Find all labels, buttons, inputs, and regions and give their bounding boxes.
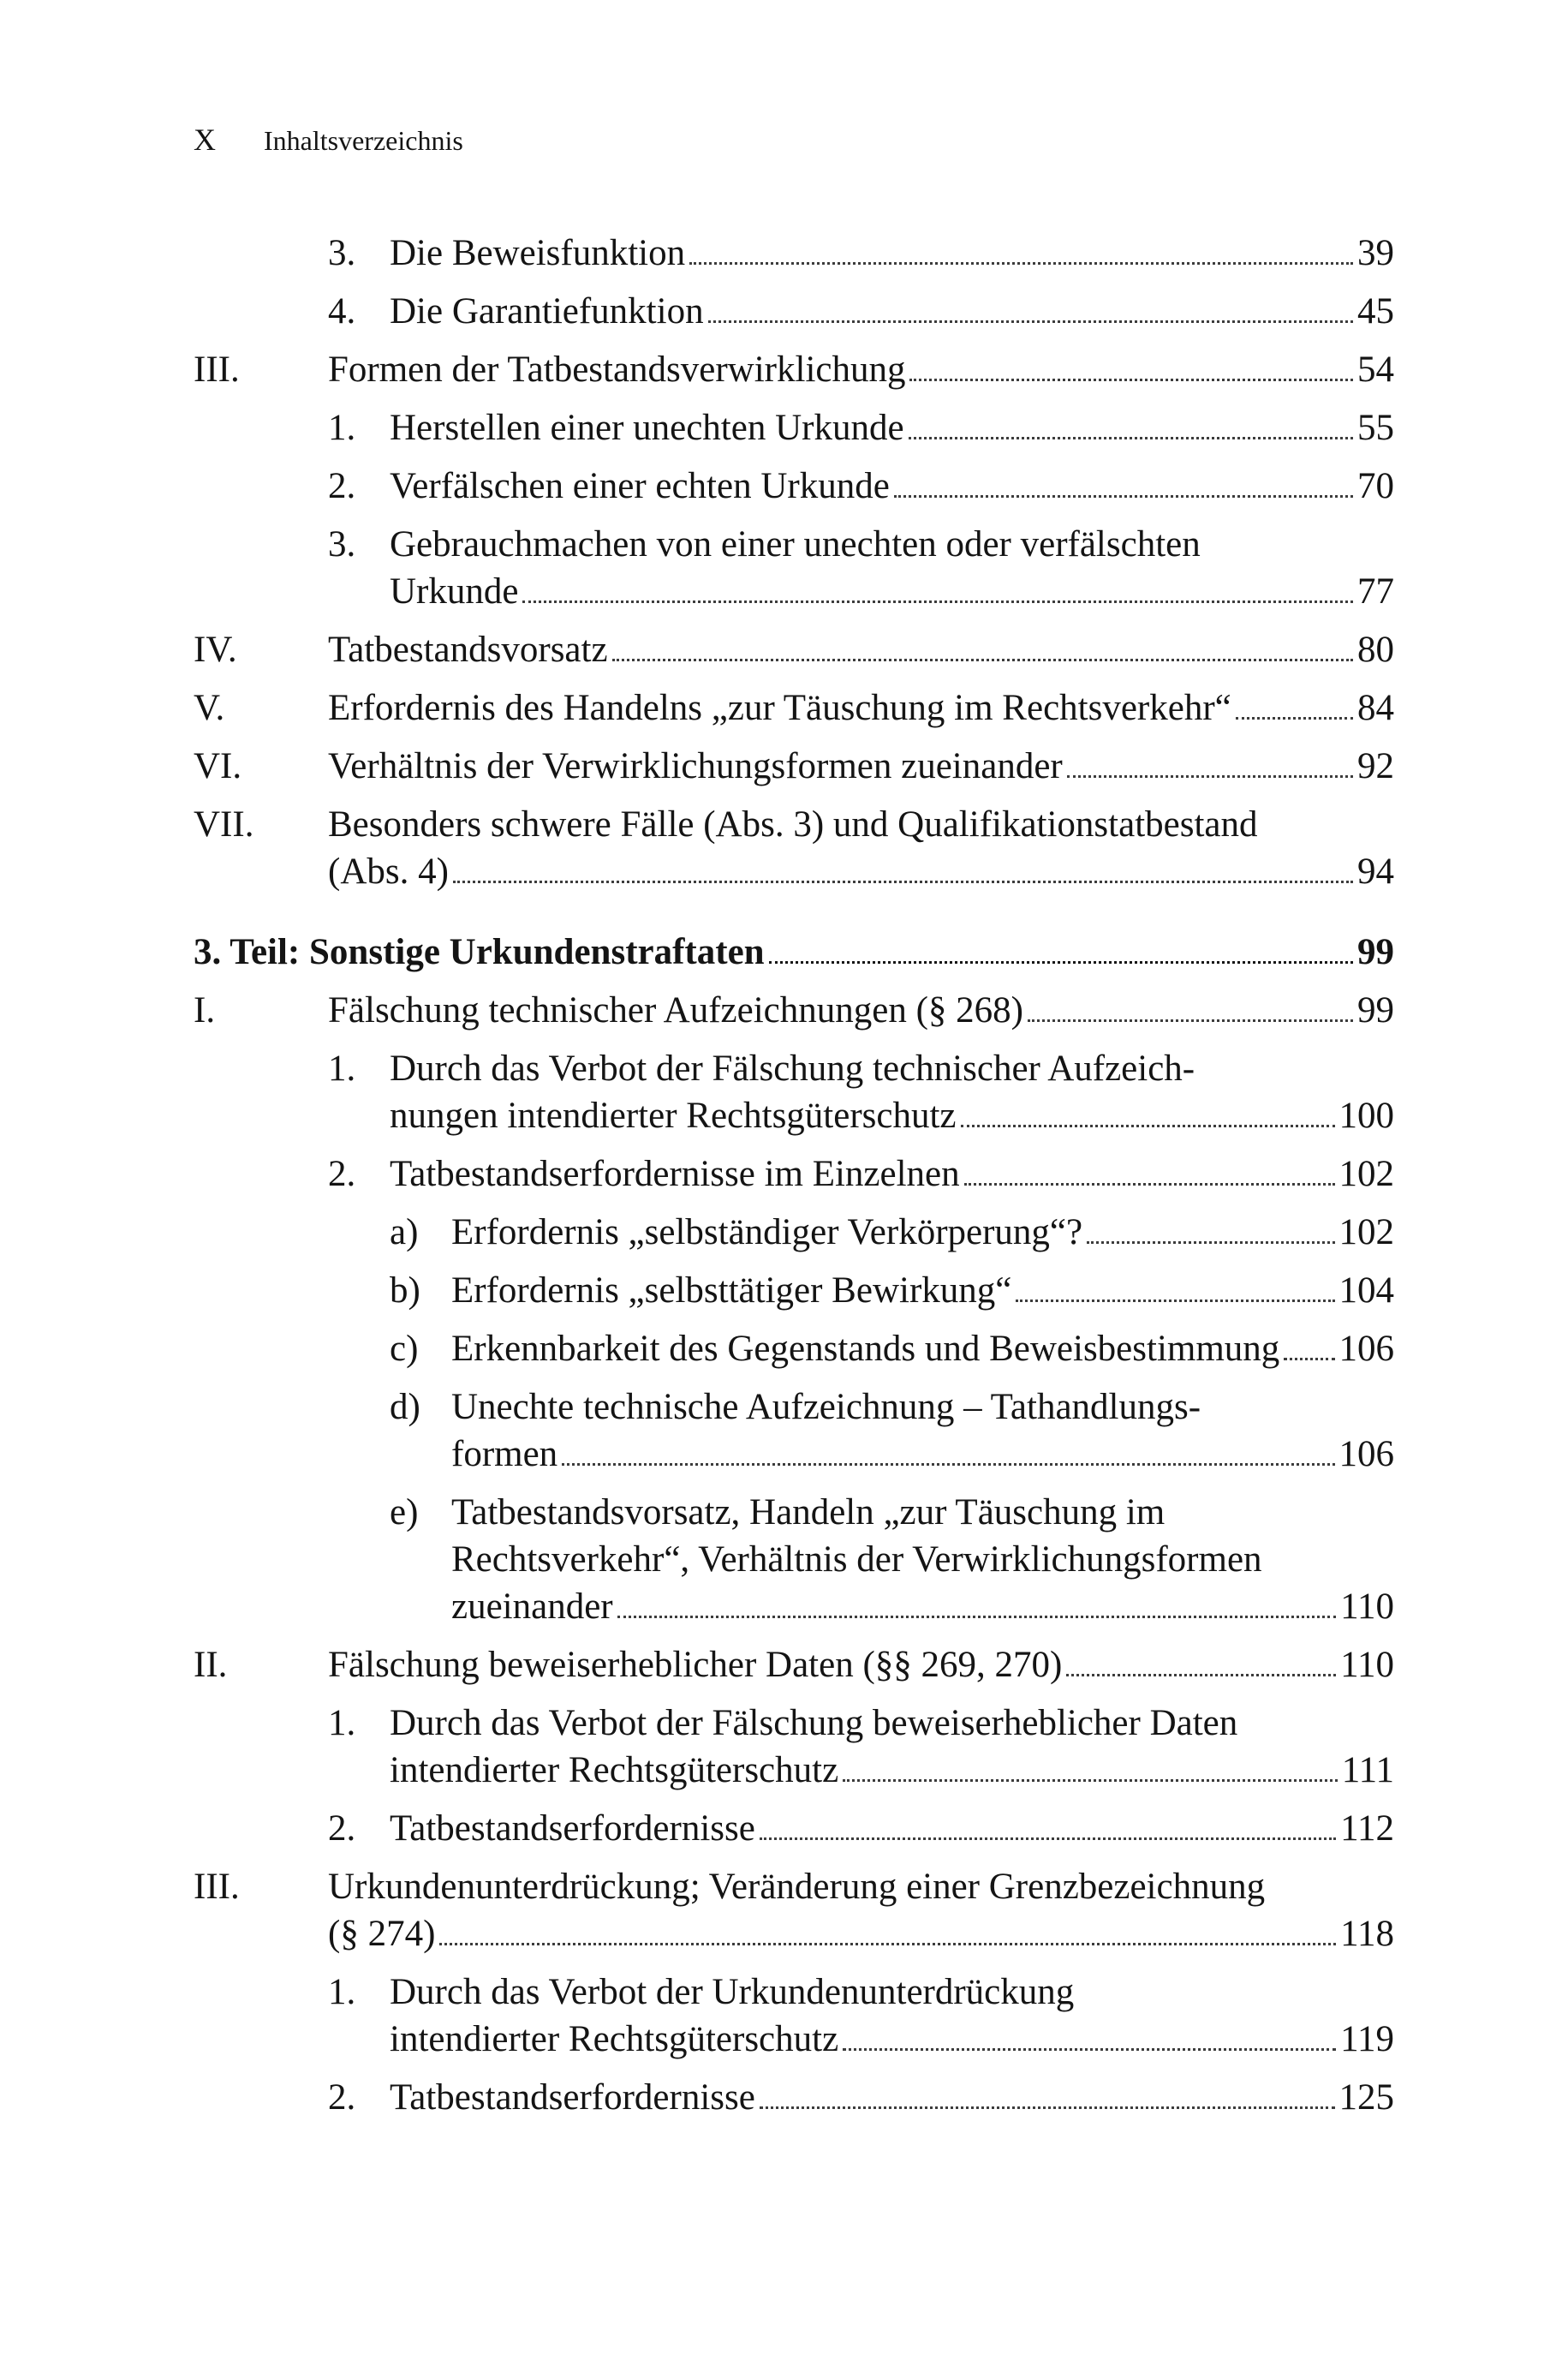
toc-entry-number: d) bbox=[390, 1387, 420, 1427]
toc-page-number: 119 bbox=[1340, 2019, 1394, 2059]
toc-entry-title: Unechte technische Aufzeichnung – Tathandlungs- bbox=[451, 1387, 1201, 1427]
toc-entry-title: Durch das Verbot der Urkundenunterdrückung bbox=[390, 1972, 1075, 2012]
toc-page-number: 39 bbox=[1357, 233, 1394, 273]
toc-entry-number: 1. bbox=[328, 408, 356, 448]
dot-leader bbox=[453, 881, 1353, 883]
toc-entry-title: 3. Teil: Sonstige Urkundenstraftaten bbox=[194, 932, 765, 972]
toc-page-number: 99 bbox=[1357, 990, 1394, 1031]
toc-entry-title: Erfordernis des Handelns „zur Täuschung im Rechtsverkehr“ bbox=[328, 688, 1231, 728]
toc-entry-title: Erkennbarkeit des Gegenstands und Beweisbestimmung bbox=[451, 1329, 1280, 1369]
toc-entry-title: Tatbestandserfordernisse bbox=[390, 1808, 755, 1849]
toc-entry-title: Formen der Tatbestandsverwirklichung bbox=[328, 350, 906, 390]
dot-leader bbox=[1067, 775, 1353, 778]
toc-entry-title: Besonders schwere Fälle (Abs. 3) und Qualifikationstatbestand bbox=[328, 804, 1258, 845]
toc-entry-number: 2. bbox=[328, 2077, 356, 2118]
toc-page-number: 106 bbox=[1338, 1329, 1394, 1369]
toc-entry bbox=[194, 1700, 1394, 1794]
toc-entry-title: Die Beweisfunktion bbox=[390, 233, 686, 273]
toc-entry-number: b) bbox=[390, 1270, 420, 1311]
dot-leader bbox=[439, 1943, 1336, 1945]
toc-entry bbox=[194, 288, 1394, 335]
toc-page-number: 106 bbox=[1338, 1434, 1394, 1474]
toc-page-number: 94 bbox=[1357, 851, 1394, 892]
toc-entry-title: Tatbestandserfordernisse bbox=[390, 2077, 755, 2118]
dot-leader bbox=[1087, 1241, 1334, 1244]
toc-entry-title: Verhältnis der Verwirklichungsformen zueinander bbox=[328, 746, 1063, 786]
toc-entry-title: Gebrauchmachen von einer unechten oder verfälschten bbox=[390, 524, 1201, 565]
dot-leader bbox=[1066, 1674, 1336, 1676]
toc-entry-title: Herstellen einer unechten Urkunde bbox=[390, 408, 904, 448]
toc-page-number: 54 bbox=[1357, 350, 1394, 390]
dot-leader bbox=[1236, 717, 1353, 720]
toc-entry-number: IV. bbox=[194, 630, 237, 670]
toc-entry bbox=[194, 1641, 1394, 1688]
toc-entry-number: 2. bbox=[328, 1808, 356, 1849]
toc-entry bbox=[194, 684, 1394, 732]
toc-entry-number: 2. bbox=[328, 466, 356, 506]
toc-entry bbox=[194, 1805, 1394, 1852]
toc-entry-number: a) bbox=[390, 1212, 419, 1252]
toc-entry bbox=[194, 521, 1394, 615]
toc-entry bbox=[194, 1209, 1394, 1256]
toc-entry bbox=[194, 1325, 1394, 1372]
toc-entry-number: III. bbox=[194, 1867, 240, 1907]
toc-page-number: 112 bbox=[1340, 1808, 1394, 1849]
toc-entry-number: 4. bbox=[328, 291, 356, 332]
toc-entry-title: Tatbestandsvorsatz bbox=[328, 630, 608, 670]
toc-entry-number: c) bbox=[390, 1329, 419, 1369]
toc-entry-title: Verfälschen einer echten Urkunde bbox=[390, 466, 890, 506]
toc-entry-title: formen bbox=[451, 1434, 558, 1474]
toc-entry bbox=[194, 1383, 1394, 1478]
dot-leader bbox=[760, 2106, 1335, 2109]
toc-entry-title: Fälschung technischer Aufzeichnungen (§ 268) bbox=[328, 990, 1023, 1031]
toc-entry bbox=[194, 1863, 1394, 1957]
dot-leader bbox=[708, 320, 1353, 323]
dot-leader bbox=[562, 1463, 1334, 1466]
toc-entry-number: V. bbox=[194, 688, 225, 728]
toc-page-number: 104 bbox=[1338, 1270, 1394, 1311]
toc-entry-number: I. bbox=[194, 990, 216, 1031]
toc-entry-title: Die Garantiefunktion bbox=[390, 291, 704, 332]
toc-page-number: 70 bbox=[1357, 466, 1394, 506]
toc-page-number: 99 bbox=[1357, 932, 1394, 972]
dot-leader bbox=[1016, 1300, 1334, 1302]
dot-leader bbox=[843, 2048, 1336, 2051]
dot-leader bbox=[964, 1183, 1335, 1186]
toc-entry-number: 3. bbox=[328, 233, 356, 273]
toc-entry-title: (Abs. 4) bbox=[328, 851, 449, 892]
dot-leader bbox=[612, 659, 1353, 661]
toc-entry bbox=[194, 346, 1394, 393]
toc-entry bbox=[194, 1150, 1394, 1198]
dot-leader bbox=[689, 262, 1353, 265]
toc-page-number: 84 bbox=[1357, 688, 1394, 728]
dot-leader bbox=[894, 495, 1353, 498]
toc-entry-title: Tatbestandserfordernisse im Einzelnen bbox=[390, 1154, 960, 1194]
toc-entry-title: Erfordernis „selbständiger Verkörperung“? bbox=[451, 1212, 1083, 1252]
dot-leader bbox=[961, 1125, 1335, 1127]
toc-entry bbox=[194, 1489, 1394, 1630]
toc-part-heading bbox=[194, 929, 1394, 976]
toc-entry-title: zueinander bbox=[451, 1586, 613, 1627]
toc-entry bbox=[194, 1045, 1394, 1139]
toc-entry-title: Urkunde bbox=[390, 571, 519, 612]
toc-entry bbox=[194, 230, 1394, 277]
toc-entry bbox=[194, 1267, 1394, 1314]
running-head bbox=[194, 122, 463, 158]
toc-entry-title: nungen intendierter Rechtsgüterschutz bbox=[390, 1096, 957, 1136]
toc-page-number: 102 bbox=[1338, 1154, 1394, 1194]
toc-entry-number: II. bbox=[194, 1645, 228, 1685]
toc-entry-number: III. bbox=[194, 350, 240, 390]
toc-entry bbox=[194, 801, 1394, 895]
toc-entry-title: Rechtsverkehr“, Verhältnis der Verwirklichungsformen bbox=[451, 1539, 1262, 1580]
toc-page-number: 45 bbox=[1357, 291, 1394, 332]
toc-page-number: 77 bbox=[1357, 571, 1394, 612]
toc-entry bbox=[194, 404, 1394, 451]
toc-entry-title: Fälschung beweiserheblicher Daten (§§ 269, 270) bbox=[328, 1645, 1063, 1685]
toc-entry-number: 2. bbox=[328, 1154, 356, 1194]
toc-page-number: 100 bbox=[1338, 1096, 1394, 1136]
toc-page-number: 118 bbox=[1340, 1914, 1394, 1954]
toc-page-number: 111 bbox=[1341, 1750, 1394, 1790]
toc-page-number: 55 bbox=[1357, 408, 1394, 448]
dot-leader bbox=[843, 1779, 1338, 1782]
dot-leader bbox=[1284, 1358, 1334, 1360]
dot-leader bbox=[1028, 1019, 1353, 1022]
toc-entry-title: Erfordernis „selbsttätiger Bewirkung“ bbox=[451, 1270, 1012, 1311]
toc-entry bbox=[194, 1969, 1394, 2063]
toc-entry-number: 1. bbox=[328, 1703, 356, 1743]
toc-page-number: 92 bbox=[1357, 746, 1394, 786]
dot-leader bbox=[760, 1837, 1336, 1840]
dot-leader bbox=[909, 379, 1353, 381]
dot-leader bbox=[909, 437, 1353, 439]
toc-page-number: 80 bbox=[1357, 630, 1394, 670]
toc-entry-title: intendierter Rechtsgüterschutz bbox=[390, 1750, 839, 1790]
table-of-contents bbox=[194, 230, 1394, 2121]
toc-entry bbox=[194, 463, 1394, 510]
toc-entry-title: Urkundenunterdrückung; Veränderung einer Grenzbezeichnung bbox=[328, 1867, 1266, 1907]
toc-entry bbox=[194, 626, 1394, 673]
toc-page-number: 102 bbox=[1338, 1212, 1394, 1252]
toc-entry-title: Tatbestandsvorsatz, Handeln „zur Täuschung im bbox=[451, 1492, 1166, 1533]
toc-page-number: 110 bbox=[1340, 1586, 1394, 1627]
page-folio: X bbox=[194, 122, 216, 157]
dot-leader bbox=[617, 1616, 1336, 1618]
running-title: Inhaltsverzeichnis bbox=[264, 125, 463, 156]
toc-page-number: 110 bbox=[1340, 1645, 1394, 1685]
dot-leader bbox=[522, 600, 1353, 603]
toc-entry-title: (§ 274) bbox=[328, 1914, 436, 1954]
toc-page-number: 125 bbox=[1338, 2077, 1394, 2118]
dot-leader bbox=[769, 961, 1353, 964]
toc-entry-number: VI. bbox=[194, 746, 242, 786]
toc-entry-title: intendierter Rechtsgüterschutz bbox=[390, 2019, 839, 2059]
toc-entry-number: e) bbox=[390, 1492, 419, 1533]
toc-entry-number: 1. bbox=[328, 1972, 356, 2012]
toc-entry-number: 3. bbox=[328, 524, 356, 565]
toc-entry bbox=[194, 743, 1394, 790]
toc-entry-title: Durch das Verbot der Fälschung beweiserheblicher Daten bbox=[390, 1703, 1238, 1743]
toc-entry-number: VII. bbox=[194, 804, 254, 845]
toc-entry-title: Durch das Verbot der Fälschung technischer Aufzeich- bbox=[390, 1049, 1195, 1089]
toc-entry bbox=[194, 2074, 1394, 2121]
toc-entry bbox=[194, 987, 1394, 1034]
toc-entry-number: 1. bbox=[328, 1049, 356, 1089]
